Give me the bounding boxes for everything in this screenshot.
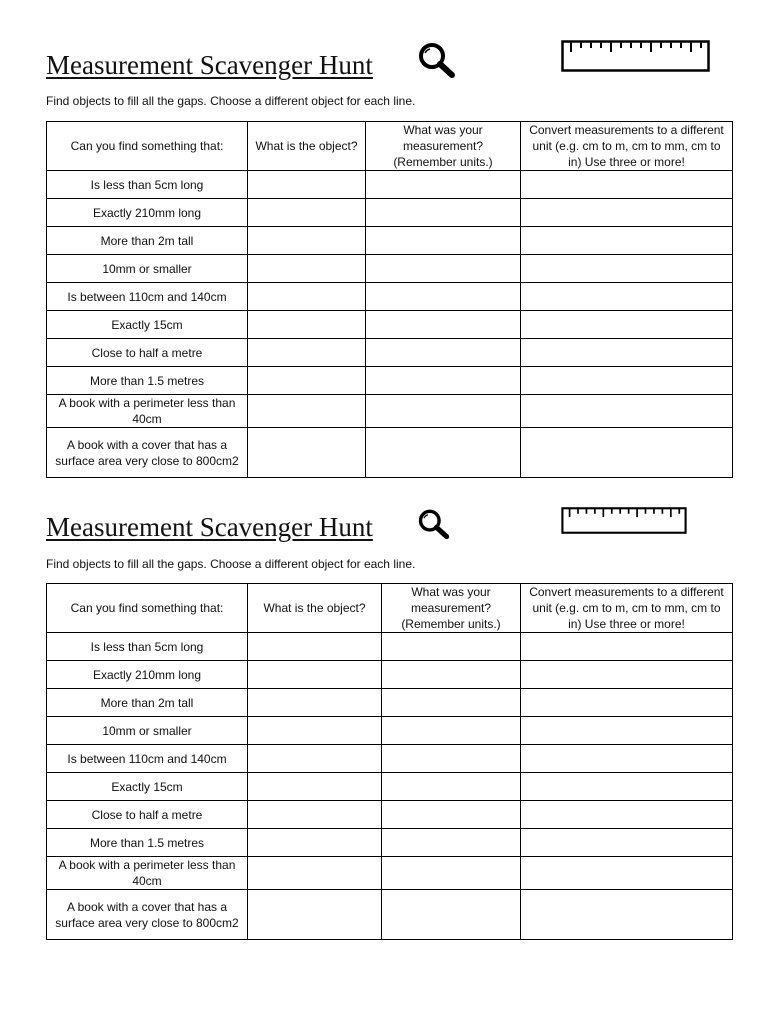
- table-row: [47, 283, 733, 311]
- prompt-cell: Exactly 15cm: [47, 311, 248, 339]
- table-row: [47, 661, 733, 689]
- magnifying-glass-icon: [416, 41, 458, 79]
- measurement-cell[interactable]: [366, 395, 521, 428]
- prompt-cell: Exactly 15cm: [47, 773, 248, 801]
- table-row: [47, 745, 733, 773]
- object-cell[interactable]: [248, 689, 382, 717]
- column-header: What was your measurement? (Remember units.): [366, 122, 521, 171]
- column-header: Can you find something that:: [47, 584, 248, 633]
- measurement-cell[interactable]: [366, 171, 521, 199]
- prompt-cell: Is between 110cm and 140cm: [47, 745, 248, 773]
- object-cell[interactable]: [248, 255, 366, 283]
- table-row: [47, 890, 733, 940]
- table-row: [47, 311, 733, 339]
- table-row: [47, 829, 733, 857]
- conversion-cell[interactable]: [521, 367, 733, 395]
- prompt-cell: A book with a cover that has a surface area very close to 800cm2: [47, 428, 248, 478]
- measurement-cell[interactable]: [366, 367, 521, 395]
- conversion-cell[interactable]: [521, 227, 733, 255]
- object-cell[interactable]: [248, 311, 366, 339]
- conversion-cell[interactable]: [521, 311, 733, 339]
- measurement-cell[interactable]: [366, 199, 521, 227]
- prompt-cell: More than 2m tall: [47, 227, 248, 255]
- prompt-cell: Exactly 210mm long: [47, 199, 248, 227]
- object-cell[interactable]: [248, 171, 366, 199]
- object-cell[interactable]: [248, 801, 382, 829]
- measurement-cell[interactable]: [382, 890, 521, 940]
- measurement-cell[interactable]: [366, 283, 521, 311]
- prompt-cell: More than 2m tall: [47, 689, 248, 717]
- table-row: [47, 199, 733, 227]
- object-cell[interactable]: [248, 633, 382, 661]
- prompt-cell: Is less than 5cm long: [47, 633, 248, 661]
- measurement-cell[interactable]: [382, 745, 521, 773]
- table-row: [47, 339, 733, 367]
- object-cell[interactable]: [248, 773, 382, 801]
- table-row: [47, 255, 733, 283]
- object-cell[interactable]: [248, 395, 366, 428]
- scavenger-hunt-table: [46, 121, 733, 478]
- worksheet-title: Measurement Scavenger Hunt: [46, 512, 373, 542]
- column-header: Can you find something that:: [47, 122, 248, 171]
- scavenger-hunt-table: [46, 583, 733, 940]
- object-cell[interactable]: [248, 283, 366, 311]
- table-header-row: [47, 584, 733, 633]
- column-header: What was your measurement? (Remember units.): [382, 584, 521, 633]
- measurement-cell[interactable]: [382, 689, 521, 717]
- prompt-cell: Is less than 5cm long: [47, 171, 248, 199]
- measurement-cell[interactable]: [366, 227, 521, 255]
- conversion-cell[interactable]: [521, 428, 733, 478]
- conversion-cell[interactable]: [521, 745, 733, 773]
- prompt-cell: Close to half a metre: [47, 339, 248, 367]
- prompt-cell: Exactly 210mm long: [47, 661, 248, 689]
- measurement-cell[interactable]: [382, 633, 521, 661]
- object-cell[interactable]: [248, 428, 366, 478]
- table-row: [47, 227, 733, 255]
- prompt-cell: Close to half a metre: [47, 801, 248, 829]
- conversion-cell[interactable]: [521, 717, 733, 745]
- measurement-cell[interactable]: [382, 857, 521, 890]
- measurement-cell[interactable]: [382, 801, 521, 829]
- measurement-cell[interactable]: [366, 428, 521, 478]
- table-row: [47, 773, 733, 801]
- ruler-icon: [561, 507, 687, 534]
- object-cell[interactable]: [248, 745, 382, 773]
- conversion-cell[interactable]: [521, 339, 733, 367]
- conversion-cell[interactable]: [521, 633, 733, 661]
- conversion-cell[interactable]: [521, 661, 733, 689]
- measurement-cell[interactable]: [382, 829, 521, 857]
- conversion-cell[interactable]: [521, 801, 733, 829]
- column-header: Convert measurements to a different unit (e.g. cm to m, cm to mm, cm to in) Use three or more!: [521, 122, 733, 171]
- conversion-cell[interactable]: [521, 255, 733, 283]
- instructions: Find objects to fill all the gaps. Choose a different object for each line.: [46, 94, 416, 108]
- object-cell[interactable]: [248, 367, 366, 395]
- conversion-cell[interactable]: [521, 689, 733, 717]
- table-row: [47, 428, 733, 478]
- object-cell[interactable]: [248, 227, 366, 255]
- magnifying-glass-icon: [416, 508, 452, 540]
- measurement-cell[interactable]: [382, 717, 521, 745]
- conversion-cell[interactable]: [521, 890, 733, 940]
- table-row: [47, 857, 733, 890]
- table-row: [47, 801, 733, 829]
- conversion-cell[interactable]: [521, 283, 733, 311]
- table-row: [47, 717, 733, 745]
- table-row: [47, 689, 733, 717]
- conversion-cell[interactable]: [521, 857, 733, 890]
- table-row: [47, 171, 733, 199]
- column-header: Convert measurements to a different unit (e.g. cm to m, cm to mm, cm to in) Use three or more!: [521, 584, 733, 633]
- object-cell[interactable]: [248, 717, 382, 745]
- prompt-cell: Is between 110cm and 140cm: [47, 283, 248, 311]
- worksheet-title: Measurement Scavenger Hunt: [46, 50, 373, 80]
- conversion-cell[interactable]: [521, 171, 733, 199]
- prompt-cell: More than 1.5 metres: [47, 829, 248, 857]
- conversion-cell[interactable]: [521, 395, 733, 428]
- column-header: What is the object?: [248, 584, 382, 633]
- conversion-cell[interactable]: [521, 199, 733, 227]
- object-cell[interactable]: [248, 829, 382, 857]
- measurement-cell[interactable]: [366, 255, 521, 283]
- measurement-cell[interactable]: [366, 339, 521, 367]
- table-row: [47, 367, 733, 395]
- object-cell[interactable]: [248, 339, 366, 367]
- measurement-cell[interactable]: [382, 661, 521, 689]
- table-row: [47, 633, 733, 661]
- object-cell[interactable]: [248, 661, 382, 689]
- table-header-row: [47, 122, 733, 171]
- measurement-cell[interactable]: [382, 773, 521, 801]
- conversion-cell[interactable]: [521, 773, 733, 801]
- prompt-cell: More than 1.5 metres: [47, 367, 248, 395]
- object-cell[interactable]: [248, 199, 366, 227]
- conversion-cell[interactable]: [521, 829, 733, 857]
- column-header: What is the object?: [248, 122, 366, 171]
- prompt-cell: A book with a perimeter less than 40cm: [47, 395, 248, 428]
- prompt-cell: 10mm or smaller: [47, 255, 248, 283]
- object-cell[interactable]: [248, 857, 382, 890]
- table-row: [47, 395, 733, 428]
- instructions: Find objects to fill all the gaps. Choose a different object for each line.: [46, 557, 416, 571]
- prompt-cell: 10mm or smaller: [47, 717, 248, 745]
- prompt-cell: A book with a perimeter less than 40cm: [47, 857, 248, 890]
- prompt-cell: A book with a cover that has a surface area very close to 800cm2: [47, 890, 248, 940]
- object-cell[interactable]: [248, 890, 382, 940]
- ruler-icon: [561, 40, 710, 72]
- measurement-cell[interactable]: [366, 311, 521, 339]
